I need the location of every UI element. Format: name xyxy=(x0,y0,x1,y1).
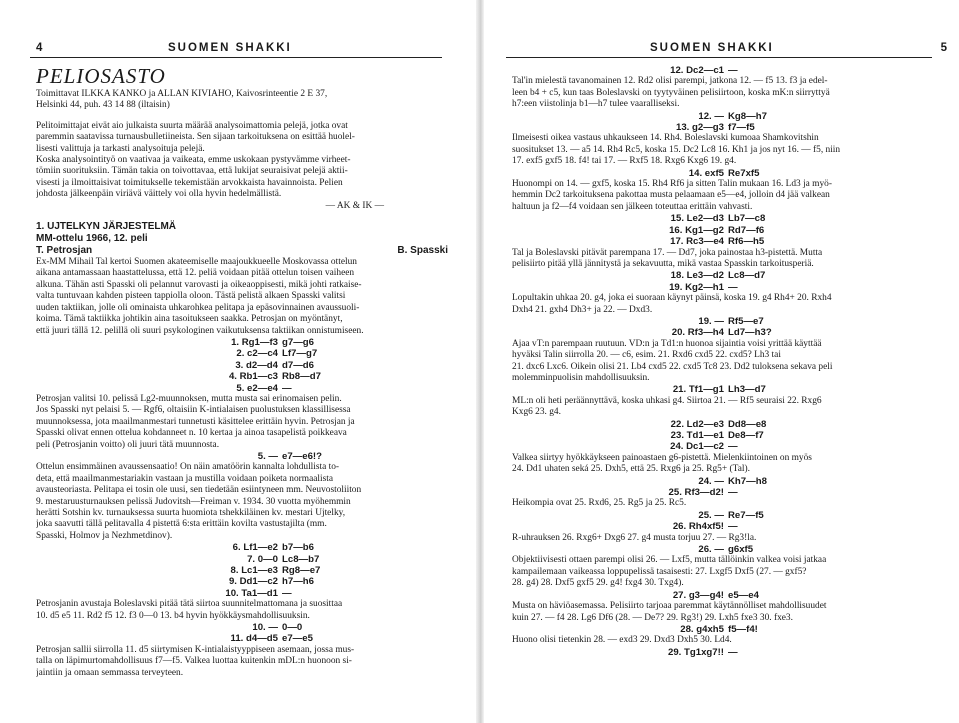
white-move: 8. Lc1—e3 xyxy=(230,565,278,577)
text-line: molemminpuolisin mahdollisuuksin. xyxy=(512,372,650,383)
text-line: Tal'in mielestä tavanomainen 12. Rd2 olisi parempi, jatkona 12. — f5 13. f3 ja edel- xyxy=(512,76,828,87)
text-line: Petrosjanin avustaja Boleslavski pitää tätä siirtoa suunnitelmattomana ja suosittaa xyxy=(36,599,343,610)
text-line: Helsinki 44, puh. 43 14 88 (iltaisin) xyxy=(36,100,170,111)
text-line: joka saavutti tällä pelitavalla 4 pistettä 6:sta erittäin kovilta vastustajilta (mm. xyxy=(36,519,327,530)
white-move: 14. exf5 xyxy=(688,167,724,179)
left-running-header: SUOMEN SHAKKI xyxy=(168,42,292,54)
white-player: T. Petrosjan xyxy=(36,245,93,257)
paragraph xyxy=(512,133,940,167)
spacer xyxy=(36,212,452,221)
white-move: 10. — xyxy=(252,622,278,634)
white-move: 7. 0—0 xyxy=(247,553,278,565)
move-line xyxy=(650,521,940,532)
text-line: alkuna. Tähän asti Spasski oli pelannut varovasti ja oikeaoppisesti, mikä johti ratkaise- xyxy=(36,279,362,290)
white-move: 28. g4xh5 xyxy=(680,623,724,635)
move-line xyxy=(650,111,940,122)
text-line: pelisiirto pitää yllä jännitystä ja sekavuutta, mikä vastaa Spasskin tarkoitusperiä. xyxy=(512,258,814,269)
book-spine xyxy=(476,0,484,723)
move-line xyxy=(650,225,940,236)
move-line xyxy=(650,441,940,452)
text-line: Pelitoimittajat eivät aio julkaista suurta määrää analysoimattomia pelejä, jotka ovat xyxy=(36,120,348,131)
paragraph xyxy=(36,599,452,622)
move-line xyxy=(650,316,940,327)
paragraph xyxy=(512,293,940,316)
move-line xyxy=(650,327,940,338)
text-line: Kxg6 23. g4. xyxy=(512,407,561,418)
white-move: 29. Tg1xg7!! xyxy=(668,646,724,658)
black-move: e7—e5 xyxy=(282,633,313,645)
white-move: 1. Rg1—f3 xyxy=(231,336,278,348)
text-line: Spasski olivat ennen ottelua kohdanneet n. 10 kertaa ja ainoa tasapelistä poikkeava xyxy=(36,428,347,439)
paragraph xyxy=(512,248,940,271)
black-move: — xyxy=(728,646,738,658)
left-page-number: 4 xyxy=(36,42,45,54)
move-line xyxy=(650,647,940,658)
move-line xyxy=(204,542,452,553)
text-line: Ex-MM Mihail Tal kertoi Suomen akateemiselle maajoukkueelle Moskovassa ottelun xyxy=(36,257,357,268)
text-line: muunnoksessa, jota maailmanmestari tunnetusti käsittelee erittäin hyvin. Petrosjan ja xyxy=(36,416,355,427)
move-line xyxy=(650,419,940,430)
paragraph xyxy=(512,76,940,110)
players-row xyxy=(36,245,452,257)
white-move: 18. Le3—d2 xyxy=(670,270,724,282)
text-line: Petrosjan sallii siirrolla 11. d5 siirtymisen K-intialaistyyppiseen asemaan, jossa mus- xyxy=(36,644,355,655)
white-move: 19. — xyxy=(698,315,724,327)
spacer xyxy=(36,112,452,121)
black-move: Rg8—e7 xyxy=(282,565,321,577)
black-move: Kg8—h7 xyxy=(728,110,767,122)
white-move: 19. Kg2—h1 xyxy=(669,281,724,293)
move-line xyxy=(650,510,940,521)
text-line: Jos Spasski nyt pelaisi 5. — Rgf6, oltaisiin K-intialaisen puolustuksen klassillisessa xyxy=(36,405,351,416)
move-line xyxy=(204,588,452,599)
text-line: h7:een viistolinja b1—h7 tulee vaaralliseksi. xyxy=(512,99,680,110)
paragraph xyxy=(512,339,940,385)
black-move: Ld7—h3? xyxy=(728,327,772,339)
black-move: — xyxy=(728,281,738,293)
text-line: 10. d5 e5 11. Rd2 f5 12. f3 0—0 13. b4 hyvin hyökkäysmahdollisuuksin. xyxy=(36,610,310,621)
white-move: 21. Tf1—g1 xyxy=(672,384,724,396)
black-move: Lh3—d7 xyxy=(728,384,766,396)
text-line: että juuri tällä 12. pelillä oli suuri psykologinen vaikutuksensa taktiikan onnistumiseen. xyxy=(36,325,364,336)
white-move: 12. Dc2—c1 xyxy=(670,65,724,76)
white-move: 26. — xyxy=(698,544,724,556)
text-line: talla on läpimurtomahdollisuus f7—f5. Valkea luottaa kuitenkin mDL:n huonoon si- xyxy=(36,656,352,667)
right-running-header: SUOMEN SHAKKI xyxy=(650,42,774,54)
move-line xyxy=(650,270,940,281)
black-move: d7—d6 xyxy=(282,359,314,371)
move-line xyxy=(650,590,940,601)
text-line: herätti Sotshin kv. turnauksessa suurta huomiota tshekkiläinen kv. mestari Ujtelky, xyxy=(36,508,346,518)
move-line xyxy=(204,348,452,359)
text-line: Ottelun ensimmäinen avaussensaatio! On näin amatöörin kannalta lohdullista to- xyxy=(36,462,340,473)
text-line: Petrosjan valitsi 10. pelissä Lg2-muunnoksen, mutta musta sai erinomaisen pelin. xyxy=(36,393,342,404)
white-move: 16. Kg1—g2 xyxy=(669,224,724,236)
move-line xyxy=(650,236,940,247)
white-move: 25. Rf3—d2! xyxy=(668,487,724,499)
paragraph xyxy=(512,635,940,646)
move-line xyxy=(204,576,452,587)
black-move: — xyxy=(282,587,292,599)
text-line: Tal ja Boleslavski pitävät parempana 17. — Dd7, joka painostaa h3-pistettä. Mutta xyxy=(512,247,823,258)
white-move: 20. Rf3—h4 xyxy=(671,327,724,339)
paragraph xyxy=(36,645,452,679)
section-title: PELIOSASTO xyxy=(36,64,166,88)
black-move: e7—e6!? xyxy=(282,450,322,462)
text-line: kuin 27. — f4 28. Lg6 Df6 (28. — De7? 29. Rg3!) 29. Lxh5 fxe3 30. fxe3. xyxy=(512,612,793,623)
text-line: Heikompia ovat 25. Rxd6, 25. Rg5 ja 25. Rc5. xyxy=(512,498,687,509)
text-line: R-uhrauksen 26. Rxg6+ Dxg6 27. g4 musta torjuu 27. — Rg3!la. xyxy=(512,532,757,543)
text-line: 28. g4) 28. Dxf5 gxf5 29. g4! fxg4 30. Txg4). xyxy=(512,578,684,589)
text-line: Lopultakin uhkaa 20. g4, joka ei suoraan käynyt päinsä, koska 19. g4 Rh4+ 20. Rxh4 xyxy=(512,293,832,304)
black-move: — xyxy=(728,521,738,533)
move-line xyxy=(650,624,940,635)
move-line xyxy=(204,371,452,382)
text-line: valta tuntuvaan kahden pisteen tappiolla oloon. Tästä pelistä alkaen Spasski valitsi xyxy=(36,291,346,302)
left-page-body xyxy=(36,64,452,679)
text-line: 24. Dd1 uhaten seká 25. Dxh5, että 25. Rxg6 ja 25. Rg5+ (Tal). xyxy=(512,464,750,475)
paragraph xyxy=(36,121,452,201)
black-move: g6xf5 xyxy=(728,544,754,556)
move-line xyxy=(204,337,452,348)
move-line xyxy=(650,65,940,76)
text-line: avausteoriasta. Pelitapa ei tosin ole uusi, sen tiedetään esiintyneen mm. Neuvostoliiton xyxy=(36,485,362,496)
game-heading: MM-ottelu 1966, 12. peli xyxy=(36,233,148,245)
black-move: Rf6—h5 xyxy=(728,236,765,248)
text-line: Spasski, Holmov ja Nezhmetdinov). xyxy=(36,530,173,541)
white-move: 10. Ta1—d1 xyxy=(225,587,278,599)
right-header-rule xyxy=(506,57,932,58)
text-line: haltuun ja f2—f4 voidaan sen jälkeen toteuttaa erittäin vahvasti. xyxy=(512,201,753,212)
white-move: 26. Rh4xf5! xyxy=(672,521,724,533)
paragraph xyxy=(36,257,452,337)
black-move: Dd8—e8 xyxy=(728,418,767,430)
text-line: hemmin Dc2 tarkoituksena pakottaa musta pelaamaan e5—e4, jolloin d4 jää valkean xyxy=(512,190,830,201)
right-page-body xyxy=(512,65,940,658)
white-move: 12. — xyxy=(698,110,724,122)
white-move: 22. Ld2—e3 xyxy=(670,418,724,430)
text-line: visesti ja ilmoittaisivat toimitukselle tekemistään arvokkaista havainnoista. Pelien xyxy=(36,177,343,188)
black-move: Rd7—f6 xyxy=(728,224,765,236)
text-line: paremmin saatavissa turnausbulletiineista. Sen sijaan tarkoituksena on esittää huolel- xyxy=(36,132,355,143)
black-move: 0—0 xyxy=(282,622,303,634)
text-line: Ajaa vT:n parempaan ruutuun. VD:n ja Td1:n huonoa sijaintia voisi yrittää käyttää xyxy=(512,338,822,349)
paragraph xyxy=(512,601,940,624)
text-line: tömiin suorituksiin. Tämän takia on toivottavaa, että lukijat seuraisivat pelejä aktii- xyxy=(36,166,348,177)
move-line xyxy=(204,451,452,462)
editor-signature: — AK & IK — xyxy=(325,200,384,211)
text-line: 21. dxc6 Lxc6. Oikein olisi 21. Lb4 cxd5 22. cxd5 Tc8 23. Dd2 tuloksena sekava peli xyxy=(512,361,833,372)
text-line: 17. exf5 gxf5 18. f4! tai 17. — Rxf5 18. Rxg6 Kxg6 19. g4. xyxy=(512,156,737,167)
white-move: 17. Rc3—e4 xyxy=(670,236,724,248)
black-move: Rf5—e7 xyxy=(728,315,764,327)
black-move: e5—e4 xyxy=(728,589,759,601)
black-move: — xyxy=(282,382,292,394)
white-move: 6. Lf1—e2 xyxy=(232,542,278,554)
paragraph xyxy=(36,89,452,112)
text-line: Dxh4 21. gxh4 Dh3+ ja 22. — Dxd3. xyxy=(512,304,653,315)
left-page xyxy=(0,0,476,723)
paragraph xyxy=(36,394,452,451)
text-line: lisesti valittuja ja tarkasti analysoituja pelejä. xyxy=(36,143,205,154)
white-move: 24. — xyxy=(698,475,724,487)
black-move: De8—f7 xyxy=(728,430,764,441)
black-move: g7—g6 xyxy=(282,336,314,348)
move-line xyxy=(650,282,940,293)
text-line: Objektiivisesti ottaen parempi olisi 26. — Lxf5, mutta tällöinkin valkea voisi jatkaa xyxy=(512,555,827,566)
white-move: 23. Td1—e1 xyxy=(670,430,724,441)
black-move: — xyxy=(728,65,738,76)
black-move: Lc8—b7 xyxy=(282,553,320,565)
text-line: suositukset 13. — a5 14. Rh4 Rc5, koska 15. Dc2 Lc8 16. Kh1 ja jos nyt 16. — f5, niin xyxy=(512,144,841,155)
text-line: ML:n oli heti peräännyttävä, koska uhkasi g4. Siirtoa 21. — Rf5 seuraisi 22. Rxg6 xyxy=(512,395,822,406)
paragraph xyxy=(512,453,940,476)
text-line: jaintiin ja omaan semmassa terveyteen. xyxy=(36,667,184,678)
black-move: — xyxy=(728,487,738,499)
black-move: Lb7—c8 xyxy=(728,213,766,225)
white-move: 25. — xyxy=(698,509,724,521)
white-move: 2. c2—c4 xyxy=(236,348,278,360)
move-line xyxy=(650,122,940,133)
move-line xyxy=(650,430,940,441)
text-line: Ilmeisesti oikea vastaus uhkaukseen 14. Rh4. Boleslavski kumoaa Shamkovitshin xyxy=(512,133,819,144)
black-move: b7—b6 xyxy=(282,542,314,554)
white-move: 11. d4—d5 xyxy=(230,633,278,645)
text-line: 9. mestaruusturnauksen pelissä Judovitsh—Freiman v. 1934. 30 vuotta myöhemmin xyxy=(36,496,351,507)
right-page xyxy=(484,0,959,723)
text-line: Huono olisi tietenkin 28. — exd3 29. Dxd3 Dxh5 30. Ld4. xyxy=(512,635,732,646)
text-line: johdosta jälkeenpäin viriävä väittely voi olla hyvin hedelmällistä. xyxy=(36,189,282,200)
black-move: — xyxy=(728,441,738,453)
text-line: peli (Petrosjanin voitto) oli juuri tätä muunnosta. xyxy=(36,439,220,450)
text-line: hyväksi Talin siirrolla 20. — c6, esim. 21. Rxd6 cxd5 22. cxd5? Lh3 tai xyxy=(512,350,781,361)
move-line xyxy=(650,213,940,224)
black-move: Re7—f5 xyxy=(728,509,764,521)
move-line xyxy=(650,487,940,498)
move-line xyxy=(650,384,940,395)
text-line: koima. Tämä taktiikka johtikin aina tasoitukseen saakka. Petrosjan on myöntänyt, xyxy=(36,314,343,325)
white-move: 13. g2—g3 xyxy=(676,122,724,134)
white-move: 5. e2—e4 xyxy=(236,382,278,394)
move-line xyxy=(650,544,940,555)
game-heading: 1. UJTELKYN JÄRJESTELMÄ xyxy=(36,221,177,233)
white-move: 15. Le2—d3 xyxy=(670,213,724,225)
move-line xyxy=(650,476,940,487)
move-line xyxy=(204,565,452,576)
move-line xyxy=(204,633,452,644)
white-move: 3. d2—d4 xyxy=(235,359,278,371)
black-player: B. Spasski xyxy=(397,245,448,257)
text-line: Koska analysointityö on vaativaa ja vaikeata, emme uskokaan pystyvämme virheet- xyxy=(36,155,351,166)
black-move: Rb8—d7 xyxy=(282,371,321,383)
text-line: leen b4 + c5, kun taas Boleslavski on tyytyväinen pelisiirtoon, koska mK:n siirryttyä xyxy=(512,87,830,98)
text-line: kampailemaan vaikeassa loppupelissä tasaisesti: 27. Lxgf5 Dxf5 (27. — gxf5? xyxy=(512,566,807,577)
text-line: Toimittavat ILKKA KANKO ja ALLAN KIVIAHO, Kaivosrinteentie 2 E 37, xyxy=(36,89,328,99)
right-page-number: 5 xyxy=(940,42,947,54)
white-move: 27. g3—g4! xyxy=(672,589,724,601)
paragraph xyxy=(512,555,940,589)
paragraph xyxy=(512,533,940,544)
white-move: 9. Dd1—c2 xyxy=(228,576,278,588)
black-move: f5—f4! xyxy=(728,623,758,635)
paragraph xyxy=(36,462,452,542)
paragraph xyxy=(512,498,940,509)
black-move: Re7xf5 xyxy=(728,167,760,179)
move-line xyxy=(204,622,452,633)
text-line: deta, että maailmanmestariakin vastaan ja mustilla voidaan poiketa normaalista xyxy=(36,473,334,484)
move-line xyxy=(650,168,940,179)
move-line xyxy=(204,383,452,394)
black-move: Lc8—d7 xyxy=(728,270,766,282)
text-line: Valkea siirtyy hyökkäykseen painoastaen g6-pistettä. Mielenkiintoinen on myös xyxy=(512,452,812,463)
text-line: aikana antamassaan haastattelussa, että 12. peliä voidaan pitää ottelun toisen vaiheen xyxy=(36,268,355,279)
text-line: Huonompi on 14. — gxf5, koska 15. Rh4 Rf6 ja sitten Talin mukaan 16. Ld3 ja myö- xyxy=(512,179,832,190)
black-move: f7—f5 xyxy=(728,122,755,134)
white-move: 24. Dc1—c2 xyxy=(670,441,724,453)
left-header-rule xyxy=(30,57,442,58)
black-move: Kh7—h8 xyxy=(728,475,767,487)
text-line: uuden taktiikan, jolle oli ominaista uhkarohkea pelitapa ja epäsovinnainen avaussuoli- xyxy=(36,302,360,313)
black-move: h7—h6 xyxy=(282,576,314,588)
black-move: Lf7—g7 xyxy=(282,348,318,360)
text-line: Musta on häviöasemassa. Pelisiirto tarjoaa paremmat käytännölliset mahdollisuudet xyxy=(512,601,827,612)
paragraph xyxy=(512,396,940,419)
move-line xyxy=(204,360,452,371)
move-line xyxy=(204,554,452,565)
white-move: 5. — xyxy=(257,450,278,462)
paragraph xyxy=(512,179,940,213)
white-move: 4. Rb1—c3 xyxy=(228,371,278,383)
